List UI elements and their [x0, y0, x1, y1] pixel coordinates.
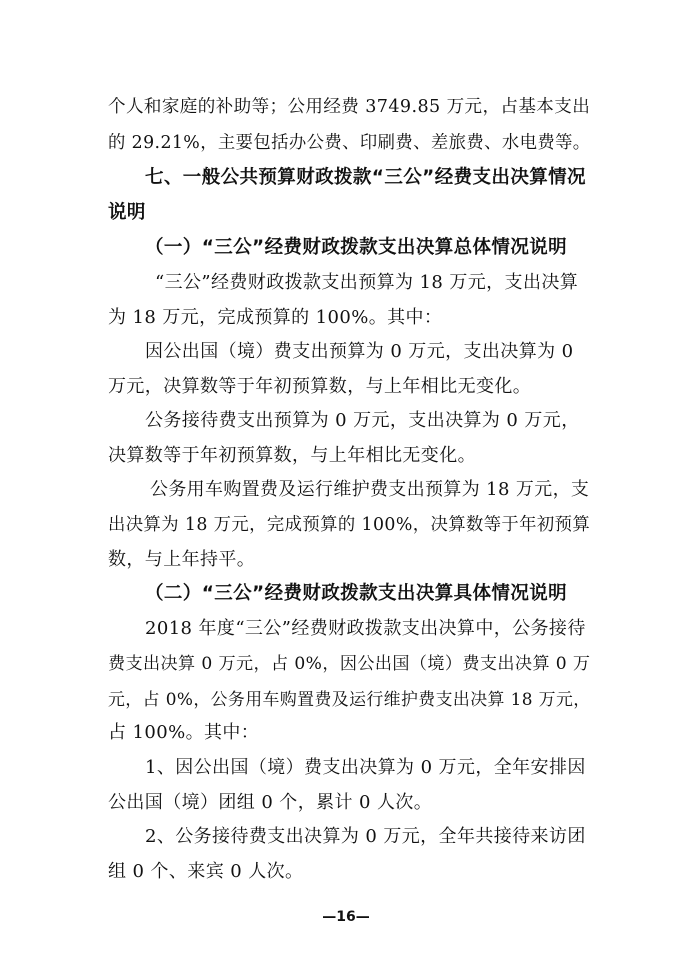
text-line: 公出国（境）团组 0 个，累计 0 人次。 — [108, 792, 433, 813]
text-line: 费支出决算 0 万元，占 0%，因公出国（境）费支出决算 0 万 — [108, 654, 591, 674]
text-line: 2、公务接待费支出决算为 0 万元，全年共接待来访团 — [145, 826, 586, 847]
section-heading: 七、一般公共预算财政拨款“三公”经费支出决算情况 — [145, 167, 586, 188]
section-heading: 说明 — [108, 202, 146, 223]
text-line: 出决算为 18 万元，完成预算的 100%，决算数等于年初预算 — [108, 515, 591, 535]
text-line: 个人和家庭的补助等；公用经费 3749.85 万元，占基本支出 — [108, 97, 591, 117]
text-line: 公务用车购置费及运行维护费支出预算为 18 万元，支 — [150, 479, 590, 500]
text-line: 组 0 个、来宾 0 人次。 — [108, 861, 304, 882]
text-line: 公务接待费支出预算为 0 万元，支出决算为 0 万元， — [145, 410, 580, 431]
text-line: 占 100%。其中： — [108, 722, 260, 743]
text-line: 因公出国（境）费支出预算为 0 万元，支出决算为 0 — [145, 341, 574, 362]
text-line: 2018 年度“三公”经费财政拨款支出决算中，公务接待 — [145, 618, 586, 639]
subsection-heading: （一）“三公”经费财政拨款支出决算总体情况说明 — [145, 237, 568, 258]
text-line: 决算数等于年初预算数，与上年相比无变化。 — [108, 445, 476, 466]
subsection-heading: （二）“三公”经费财政拨款支出决算具体情况说明 — [145, 583, 568, 604]
page-number: —16— — [322, 909, 370, 925]
text-line: 元，占 0%，公务用车购置费及运行维护费支出决算 18 万元， — [108, 689, 591, 709]
text-line: 1、因公出国（境）费支出决算为 0 万元，全年安排因 — [145, 757, 586, 778]
text-line: 的 29.21%，主要包括办公费、印刷费、差旅费、水电费等。 — [108, 133, 591, 153]
text-line: 数，与上年持平。 — [108, 549, 256, 570]
text-line: 为 18 万元，完成预算的 100%。其中： — [108, 307, 443, 328]
text-line: 万元，决算数等于年初预算数，与上年相比无变化。 — [108, 376, 532, 397]
text-line: “三公”经费财政拨款支出预算为 18 万元，支出决算 — [155, 272, 579, 293]
